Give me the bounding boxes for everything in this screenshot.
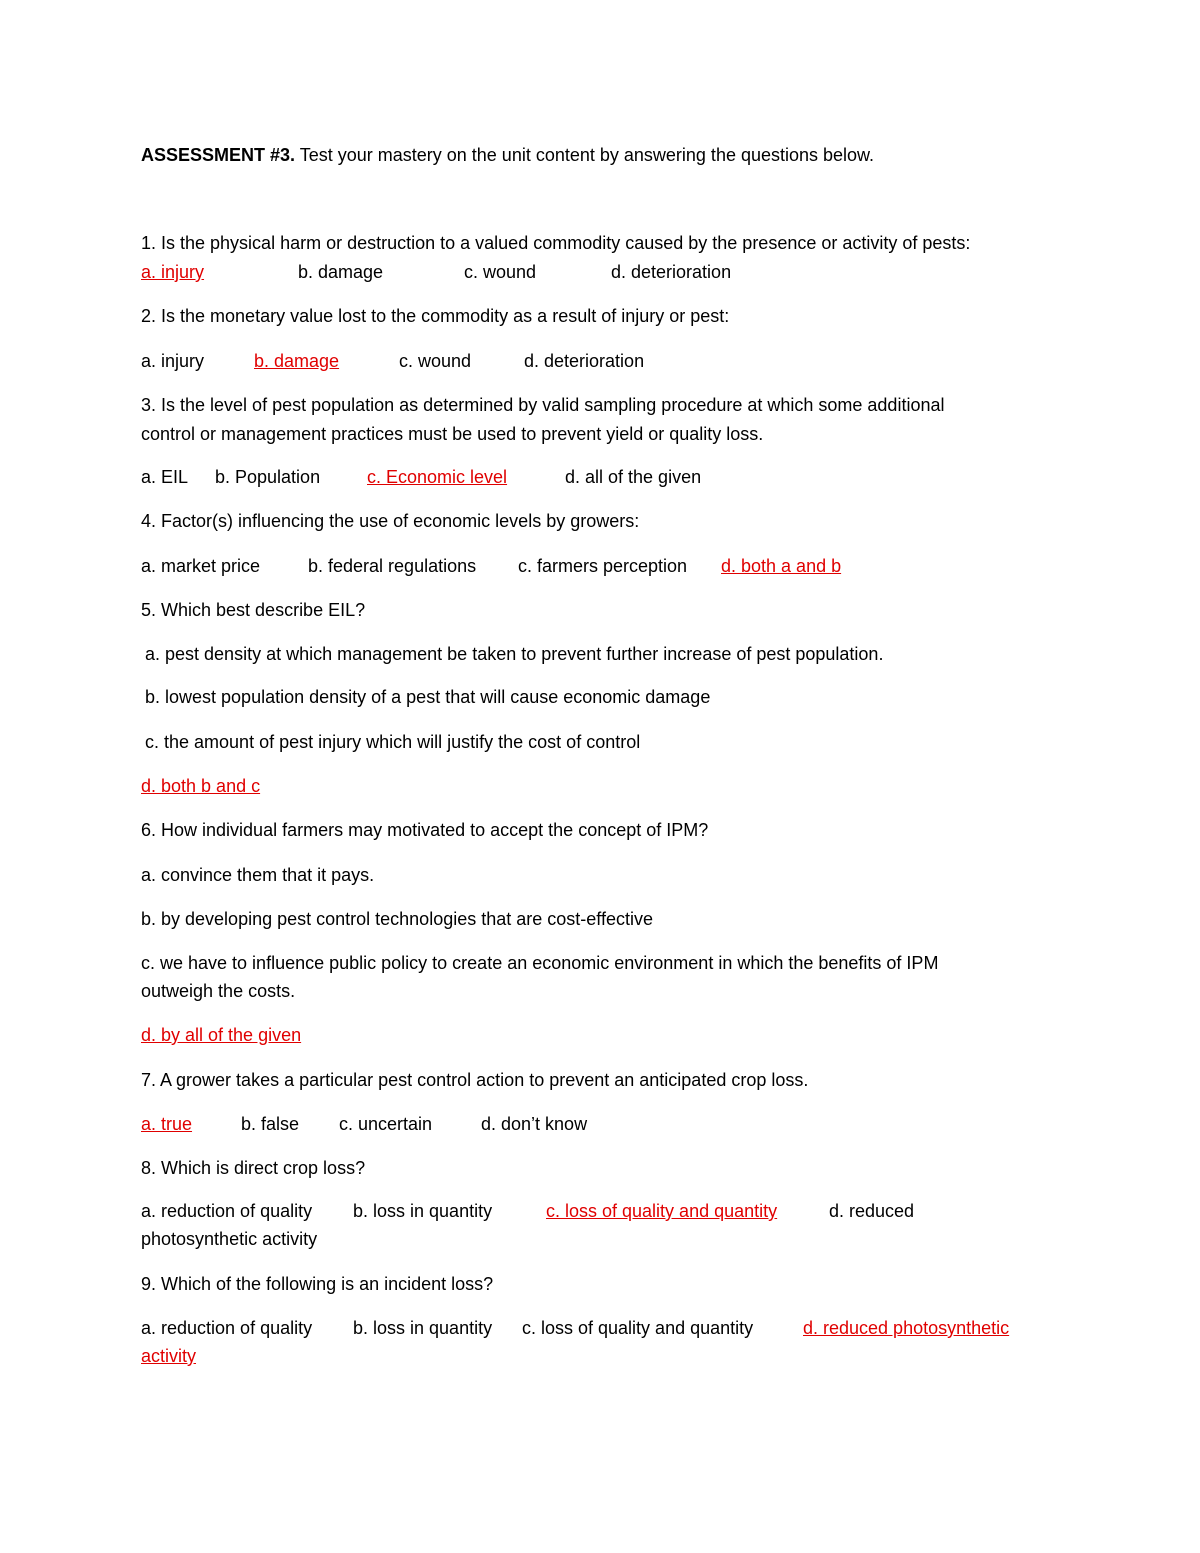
q2-option-c: c. wound [399,351,472,371]
q3-option-c-answer: c. Economic level [367,467,508,487]
q3-stem-line2: control or management practices must be used to prevent yield or quality loss. [141,424,764,444]
q9-options [141,1317,1009,1339]
q9-option-d-answer: d. reduced photosynthetic [803,1318,1010,1338]
q7-option-a-answer: a. true [141,1114,193,1134]
q9-option-b: b. loss in quantity [353,1318,493,1338]
q1-options [141,261,731,283]
q5-option-d-answer: d. both b and c [141,776,261,796]
q8-option-c-answer: c. loss of quality and quantity [546,1201,778,1221]
q5-option-c: c. the amount of pest injury which will justify the cost of control [145,732,641,752]
q5-stem: 5. Which best describe EIL? [141,600,366,620]
q8-options [141,1200,914,1222]
q4-option-b: b. federal regulations [308,556,477,576]
q3-option-b: b. Population [215,467,321,487]
q3-option-d: d. all of the given [565,467,702,487]
q4-stem: 4. Factor(s) influencing the use of economic levels by growers: [141,511,640,531]
assessment-title: ASSESSMENT #3. [141,145,296,165]
q6-stem: 6. How individual farmers may motivated to accept the concept of IPM? [141,820,709,840]
q3-option-a: a. EIL [141,467,189,487]
q6-option-b: b. by developing pest control technologies that are cost-effective [141,909,653,929]
q6-option-a: a. convince them that it pays. [141,865,375,885]
q1-option-a-answer: a. injury [141,262,205,282]
q4-options [141,555,841,577]
q9-option-d-answer-continued: activity [141,1346,197,1366]
q3-stem-line1: 3. Is the level of pest population as determined by valid sampling procedure at which some additional [141,395,945,415]
q7-options [141,1113,587,1135]
q4-option-a: a. market price [141,556,261,576]
q8-option-a: a. reduction of quality [141,1201,313,1221]
q7-option-c: c. uncertain [339,1114,433,1134]
q2-options [141,350,644,372]
q7-option-b: b. false [241,1114,300,1134]
q9-option-a: a. reduction of quality [141,1318,313,1338]
q3-options [141,466,701,488]
q1-option-b: b. damage [298,262,384,282]
assessment-header [141,144,874,166]
q5-option-a: a. pest density at which management be taken to prevent further increase of pest population. [145,644,884,664]
q6-option-c-line1: c. we have to influence public policy to create an economic environment in which the benefits of IPM [141,953,939,973]
q2-option-a: a. injury [141,351,205,371]
q8-option-d: d. reduced [829,1201,915,1221]
assessment-instructions: Test your mastery on the unit content by answering the questions below. [295,145,875,165]
q9-stem: 9. Which of the following is an incident loss? [141,1274,494,1294]
q8-option-d-continued: photosynthetic activity [141,1229,318,1249]
q6-option-d-answer: d. by all of the given [141,1025,302,1045]
q1-option-d: d. deterioration [611,262,732,282]
q1-option-c: c. wound [464,262,537,282]
q6-option-c-line2: outweigh the costs. [141,981,296,1001]
q8-stem: 8. Which is direct crop loss? [141,1158,366,1178]
q2-option-b-answer: b. damage [254,351,340,371]
q2-option-d: d. deterioration [524,351,645,371]
q7-option-d: d. don’t know [481,1114,588,1134]
q9-option-c: c. loss of quality and quantity [522,1318,754,1338]
q2-stem: 2. Is the monetary value lost to the commodity as a result of injury or pest: [141,306,730,326]
q4-option-d-answer: d. both a and b [721,556,842,576]
q7-stem: 7. A grower takes a particular pest control action to prevent an anticipated crop loss. [141,1070,809,1090]
q1-stem: 1. Is the physical harm or destruction to a valued commodity caused by the presence or activity of pests: [141,233,971,253]
q4-option-c: c. farmers perception [518,556,688,576]
q5-option-b: b. lowest population density of a pest that will cause economic damage [145,687,711,707]
q8-option-b: b. loss in quantity [353,1201,493,1221]
